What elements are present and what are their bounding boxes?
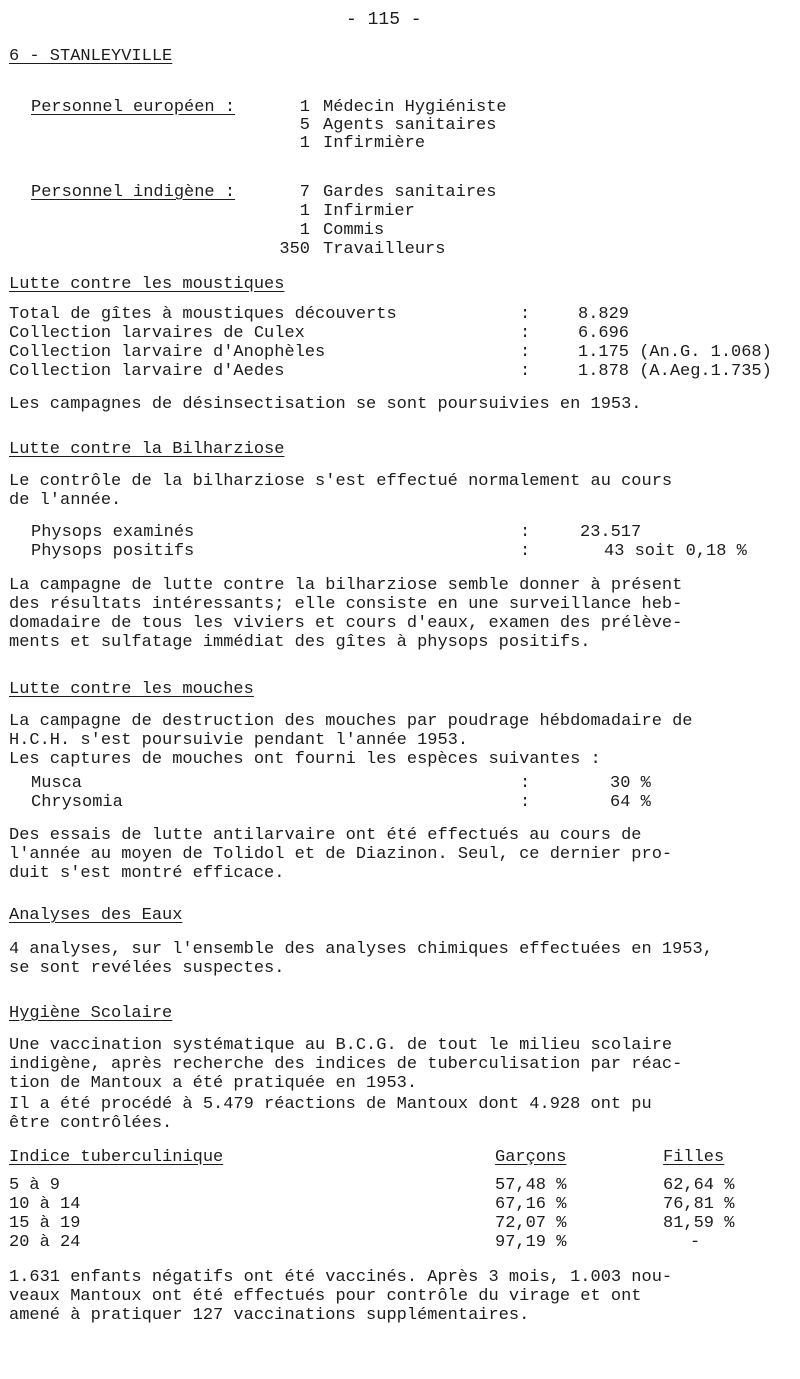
bilharzia-row-0-label: Physops examinés (31, 523, 195, 542)
mosquito-row-2-value: 1.175 (An.G. 1.068) (578, 343, 772, 362)
bilharzia-row-0-value: 23.517 (580, 523, 642, 542)
flies-para2-1: l'année au moyen de Tolidol et de Diazinon. Seul, ce dernier pro- (9, 845, 673, 864)
nat-role-2: Commis (323, 221, 385, 240)
bilharzia-row-1-label: Physops positifs (31, 542, 195, 561)
flies-para-0: La campagne de destruction des mouches par poudrage hébdomadaire de (9, 712, 693, 731)
mosquito-row-3-value: 1.878 (A.Aeg.1.735) (578, 362, 772, 381)
school-para2-0: 1.631 enfants négatifs ont été vaccinés. Après 3 mois, 1.003 nou- (9, 1268, 673, 1287)
mosquito-row-0-label: Total de gîtes à moustiques découverts (9, 305, 397, 324)
nat-role-0: Gardes sanitaires (323, 183, 497, 202)
european-personnel-label (31, 98, 235, 118)
table-row-2-range: 15 à 19 (9, 1214, 81, 1233)
eu-count-1: 5 (299, 116, 310, 135)
flies-species-0-sep: : (520, 774, 531, 793)
water-para-0: 4 analyses, sur l'ensemble des analyses chimiques effectuées en 1953, (9, 940, 713, 959)
nat-count-1: 1 (299, 202, 310, 221)
table-header-garcons: Garçons (495, 1148, 567, 1167)
water-para-1: se sont revélées suspectes. (9, 959, 285, 978)
table-row-1-garcons: 67,16 % (495, 1195, 567, 1214)
table-row-1-filles: 76,81 % (663, 1195, 735, 1214)
table-header-indice: Indice tuberculinique (9, 1148, 224, 1167)
table-header-filles: Filles (663, 1148, 725, 1167)
school-heading: Hygiène Scolaire (9, 1004, 173, 1023)
school-para-4: être contrôlées. (9, 1114, 173, 1133)
mosquito-row-2-sep: : (520, 343, 531, 362)
section-title: 6 - STANLEYVILLE (9, 47, 173, 66)
flies-heading: Lutte contre les mouches (9, 680, 254, 699)
table-row-0-garcons: 57,48 % (495, 1176, 567, 1195)
mosquito-note: Les campagnes de désinsectisation se sont poursuivies en 1953. (9, 395, 642, 414)
mosquito-row-1-value: 6.696 (578, 324, 630, 343)
flies-species-1-sep: : (520, 793, 531, 812)
native-personnel-label (31, 183, 235, 203)
bilharzia-para-1: des résultats intéressants; elle consiste en une surveillance heb- (9, 595, 683, 614)
flies-species-1-value: 64 % (610, 793, 651, 812)
table-row-1-range: 10 à 14 (9, 1195, 81, 1214)
bilharzia-intro-2: de l'année. (9, 491, 122, 510)
table-row-3-range: 20 à 24 (9, 1233, 81, 1252)
table-row-3-garcons: 97,19 % (495, 1233, 567, 1252)
nat-count-2: 1 (299, 221, 310, 240)
nat-count-0: 7 (299, 183, 310, 202)
table-row-3-filles: - (690, 1233, 701, 1252)
native-label-text: Personnel indigène : (31, 183, 236, 202)
table-row-0-filles: 62,64 % (663, 1176, 735, 1195)
bilharzia-para-2: domadaire de tous les viviers et cours d'eaux, examen des prélève- (9, 614, 683, 633)
eu-role-2: Infirmière (323, 134, 426, 153)
bilharzia-heading: Lutte contre la Bilharziose (9, 440, 285, 459)
flies-species-0-name: Musca (31, 774, 83, 793)
page-number: - 115 - (346, 10, 422, 30)
table-row-2-garcons: 72,07 % (495, 1214, 567, 1233)
flies-species-1-name: Chrysomia (31, 793, 123, 812)
nat-count-3: 350 (279, 240, 310, 259)
water-heading: Analyses des Eaux (9, 906, 183, 925)
european-label-text: Personnel européen : (31, 98, 236, 117)
school-para2-2: amené à pratiquer 127 vaccinations supplémentaires. (9, 1306, 530, 1325)
mosquito-row-3-label: Collection larvaire d'Aedes (9, 362, 285, 381)
school-para-1: indigène, après recherche des indices de tuberculisation par réac- (9, 1055, 683, 1074)
school-para-3: Il a été procédé à 5.479 réactions de Mantoux dont 4.928 ont pu (9, 1095, 652, 1114)
nat-role-1: Infirmier (323, 202, 415, 221)
bilharzia-row-0-sep: : (520, 523, 531, 542)
nat-role-3: Travailleurs (323, 240, 446, 259)
mosquito-row-0-sep: : (520, 305, 531, 324)
flies-para-2: Les captures de mouches ont fourni les espèces suivantes : (9, 750, 601, 769)
eu-count-0: 1 (299, 98, 310, 117)
eu-role-1: Agents sanitaires (323, 116, 497, 135)
mosquito-row-3-sep: : (520, 362, 531, 381)
school-para2-1: veaux Mantoux ont été effectués pour contrôle du virage et ont (9, 1287, 642, 1306)
table-row-0-range: 5 à 9 (9, 1176, 61, 1195)
school-para-2: tion de Mantoux a été pratiquée en 1953. (9, 1074, 418, 1093)
table-row-2-filles: 81,59 % (663, 1214, 735, 1233)
flies-para2-2: duit s'est montré efficace. (9, 864, 285, 883)
bilharzia-para-0: La campagne de lutte contre la bilharziose semble donner à présent (9, 576, 683, 595)
eu-role-0: Médecin Hygiéniste (323, 98, 507, 117)
school-para-0: Une vaccination systématique au B.C.G. de tout le milieu scolaire (9, 1036, 673, 1055)
mosquito-row-1-sep: : (520, 324, 531, 343)
flies-para-1: H.C.H. s'est poursuivie pendant l'année 1953. (9, 731, 469, 750)
bilharzia-row-1-sep: : (520, 542, 531, 561)
mosquito-row-2-label: Collection larvaire d'Anophèles (9, 343, 326, 362)
eu-count-2: 1 (299, 134, 310, 153)
bilharzia-intro-1: Le contrôle de la bilharziose s'est effectué normalement au cours (9, 472, 673, 491)
flies-para2-0: Des essais de lutte antilarvaire ont été effectués au cours de (9, 826, 642, 845)
mosquito-row-0-value: 8.829 (578, 305, 630, 324)
mosquito-row-1-label: Collection larvaires de Culex (9, 324, 305, 343)
mosquito-heading: Lutte contre les moustiques (9, 275, 285, 294)
flies-species-0-value: 30 % (610, 774, 651, 793)
bilharzia-para-3: ments et sulfatage immédiat des gîtes à physops positifs. (9, 633, 591, 652)
bilharzia-row-1-value: 43 soit 0,18 % (604, 542, 747, 561)
